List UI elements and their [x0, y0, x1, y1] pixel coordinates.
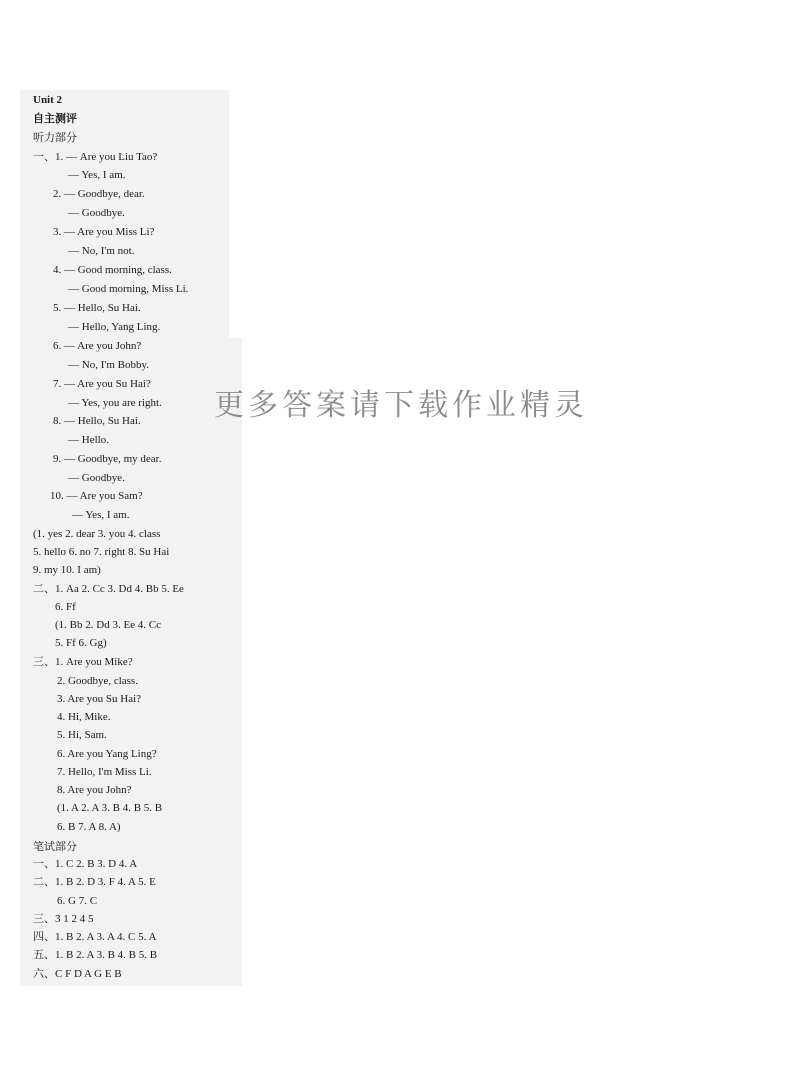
written-answer-line: 六、C F D A G E B [33, 968, 122, 980]
answer-line: 三、1. Are you Mike? [33, 656, 133, 668]
answer-line: 9. — Goodbye, my dear. [53, 453, 162, 465]
answer-line: (1. yes 2. dear 3. you 4. class [33, 528, 161, 540]
written-answer-line: 6. G 7. C [57, 895, 98, 907]
answer-line: — Hello. [68, 434, 109, 446]
answer-line: — No, I'm Bobby. [68, 359, 150, 371]
unit-title: Unit 2 [33, 94, 63, 106]
answer-line: 3. Are you Su Hai? [57, 693, 142, 705]
answer-line: — No, I'm not. [68, 245, 135, 257]
answer-line: 6. B 7. A 8. A) [57, 821, 121, 833]
section-title: 自主测评 [33, 113, 77, 125]
answer-line: (1. A 2. A 3. B 4. B 5. B [57, 802, 163, 814]
answer-line: 一、1. — Are you Liu Tao? [33, 151, 158, 163]
answer-line: 6. Are you Yang Ling? [57, 748, 157, 760]
answer-line: 2. Goodbye, class. [57, 675, 138, 687]
answer-line: 9. my 10. I am) [33, 564, 101, 576]
answer-line: 2. — Goodbye, dear. [53, 188, 145, 200]
listening-title: 听力部分 [33, 132, 77, 144]
written-answer-line: 二、1. B 2. D 3. F 4. A 5. E [33, 876, 156, 888]
answer-line: — Hello, Yang Ling. [68, 321, 161, 333]
answer-line: 二、1. Aa 2. Cc 3. Dd 4. Bb 5. Ee [33, 583, 184, 595]
answer-line: 5. Ff 6. Gg) [55, 637, 107, 649]
answer-line: 4. Hi, Mike. [57, 711, 111, 723]
answer-line: 5. — Hello, Su Hai. [53, 302, 141, 314]
answer-line: 4. — Good morning, class. [53, 264, 172, 276]
written-answer-line: 一、1. C 2. B 3. D 4. A [33, 858, 138, 870]
answer-line: 8. Are you John? [57, 784, 132, 796]
written-answer-line: 三、3 1 2 4 5 [33, 913, 94, 925]
answer-line: 7. Hello, I'm Miss Li. [57, 766, 152, 778]
answer-line: (1. Bb 2. Dd 3. Ee 4. Cc [55, 619, 162, 631]
answer-line: — Good morning, Miss Li. [68, 283, 189, 295]
answer-line: 6. Ff [55, 601, 76, 613]
watermark-text: 更多答案请下载作业精灵 [214, 388, 588, 423]
answer-line: — Goodbye. [68, 207, 125, 219]
answer-line: — Goodbye. [68, 472, 125, 484]
answer-line: 6. — Are you John? [53, 340, 142, 352]
written-answer-line: 四、1. B 2. A 3. A 4. C 5. A [33, 931, 157, 943]
answer-line: 10. — Are you Sam? [50, 490, 143, 502]
answer-line: 8. — Hello, Su Hai. [53, 415, 141, 427]
written-answer-line: 五、1. B 2. A 3. B 4. B 5. B [33, 949, 158, 961]
answer-line: 5. hello 6. no 7. right 8. Su Hai [33, 546, 170, 558]
writing-title: 笔试部分 [33, 841, 77, 853]
answer-line: — Yes, I am. [68, 169, 126, 181]
answer-line: 5. Hi, Sam. [57, 729, 107, 741]
answer-line: 7. — Are you Su Hai? [53, 378, 151, 390]
answer-line: — Yes, you are right. [68, 397, 162, 409]
answer-line: — Yes, I am. [72, 509, 130, 521]
answer-line: 3. — Are you Miss Li? [53, 226, 155, 238]
